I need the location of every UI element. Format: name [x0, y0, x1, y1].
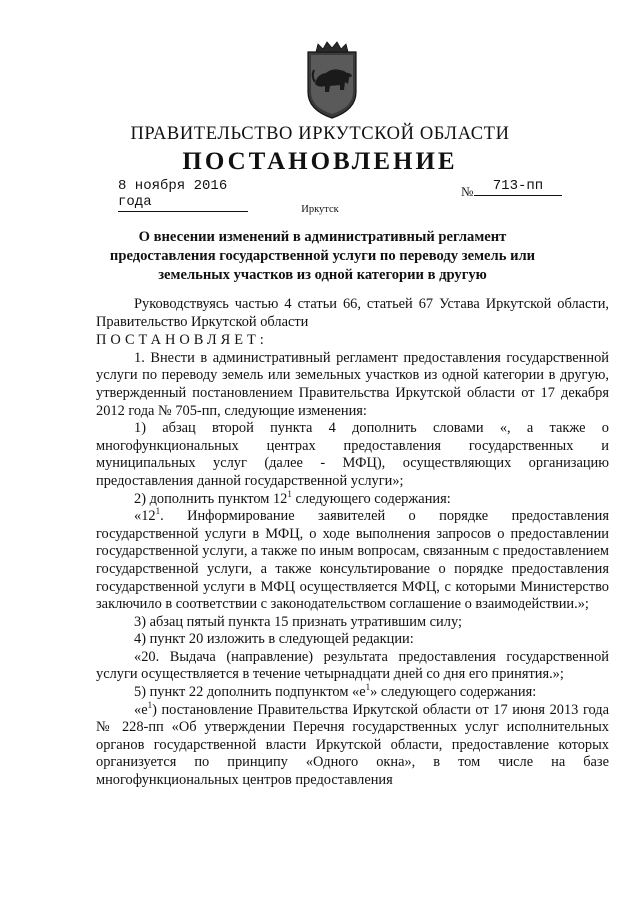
resolves-heading: ПОСТАНОВЛЯЕТ:: [96, 332, 268, 349]
item-2: 2) дополнить пунктом $12^1$ следующего содержания:: [134, 488, 451, 507]
number-sign: №: [461, 184, 474, 199]
city: Иркутск: [301, 204, 339, 215]
item-5-quote: «$е^1$) постановление Правительства Иркутской области от 17 июня 2013 года № 228-пп «Об утверждении Перечня государственных услуг исполнительных органов государственной власти Иркутской области, предоставление которых организуется по принципу «Одного окна», в том числе на базе многофункциональных центров предоставления: [96, 699, 609, 789]
item-4: 4) пункт 20 изложить в следующей редакции:: [134, 631, 414, 648]
item-2-quote: «$12^1$. Информирование заявителей о порядке предоставления государственной услуги в МФЦ, о ходе выполнения запросов о предоставлении государственной услуги, а также по иным вопросам, связанным с предоставлением государственной услуги, а также консультирование о порядке предоставления государственной услуги в МФЦ осуществляется МФЦ, с которыми Министерство заключило в соответствии с законодательством соглашение о взаимодействии.»;: [96, 506, 609, 613]
item-1: 1) абзац второй пункта 4 дополнить словами «, а также о многофункциональных центрах предоставления государственных и муниципальных услуг (далее - МФЦ), осуществляющих организацию предоставления данной государственной услуги»;: [96, 420, 609, 489]
item-3: 3) абзац пятый пункта 15 признать утратившим силу;: [134, 613, 462, 630]
document-number: 713-пп: [474, 178, 562, 196]
document-date: 8 ноября 2016 года: [118, 178, 248, 212]
preamble: Руководствуясь частью 4 статьи 66, статьей 67 Устава Иркутской области, Правительство Иркутской области: [96, 296, 609, 330]
organization-name: ПРАВИТЕЛЬСТВО ИРКУТСКОЙ ОБЛАСТИ: [130, 124, 510, 144]
paragraph-1: 1. Внести в административный регламент предоставления государственной услуги по переводу земель или земельных участков из одной категории в другую, утвержденный постановлением Правительства Иркутской области от 17 декабря 2012 года № 705-пп, следующие изменения:: [96, 349, 609, 419]
document-body: [96, 296, 609, 790]
document-title: О внесении изменений в административный регламент предоставления государственной услуги по переводу земель или земельных участков из одной категории в другую: [109, 229, 536, 283]
item-5: 5) пункт 22 дополнить подпунктом «$е^1$» следующего содержания:: [134, 682, 537, 701]
item-4-quote: «20. Выдача (направление) результата предоставления государственной услуги осуществляется в течение четырнадцати дней со дня его принятия.»;: [96, 648, 609, 683]
document-type: ПОСТАНОВЛЕНИЕ: [182, 148, 458, 175]
irkutsk-coat-of-arms-icon: [302, 40, 362, 120]
